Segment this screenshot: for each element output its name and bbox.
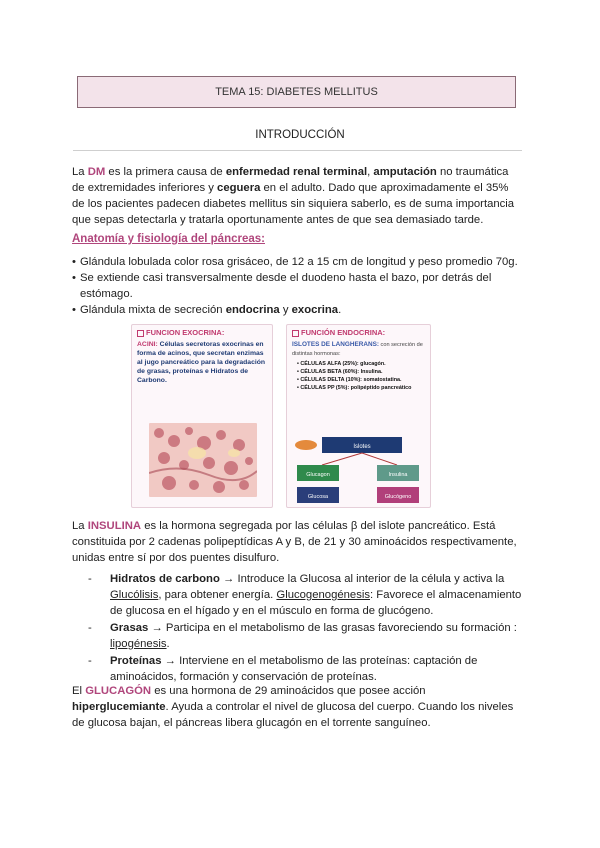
list-item: - Grasas → Participa en el metabolismo de las grasas favoreciendo su formación : lipogénesis. <box>88 620 528 652</box>
intro-paragraph: La DM es la primera causa de enfermedad renal terminal, amputación no traumática de extremidades inferiores y ceguera en el adulto. Dado que aproximadamente el 35% de los pacientes padecen diabetes mellitus sin siquiera saberlo, es de suma importancia que sepas detectarla y tratarla oportunamente antes de que sea demasiado tarde. <box>72 166 515 226</box>
checkbox-icon <box>137 330 144 337</box>
endocrine-heading: FUNCIÓN ENDOCRINA: <box>301 328 386 337</box>
insulina-term: INSULINA <box>87 520 142 532</box>
list-item: - Hidratos de carbono → Introduce la Glucosa al interior de la célula y activa la Glucólisis, para obtener energía. Glucogenogénesis: Favorece el almacenamiento de glucosa en el hígado y en el músculo en forma de glucógeno. <box>88 571 528 619</box>
diagram-bottom-right-label: Glucógeno <box>384 494 412 500</box>
dm-term: DM <box>87 166 106 178</box>
checkbox-icon <box>292 330 299 337</box>
list-item: • CÉLULAS ALFA (25%): glucagón. <box>297 360 430 368</box>
page-title: TEMA 15: DIABETES MELLITUS <box>215 86 378 98</box>
hormone-diagram <box>292 435 427 505</box>
pancreas-icon <box>295 440 317 450</box>
figure-exocrine <box>131 324 273 508</box>
diagram-mid-left-label: Glucagon <box>306 472 330 478</box>
exocrine-heading: FUNCION EXOCRINA: <box>146 328 225 337</box>
list-item: • CÉLULAS PP (5%): polipéptido pancreático <box>297 384 430 392</box>
hormone-list <box>297 360 430 392</box>
figure-endocrine: FUNCIÓN ENDOCRINA: ISLOTES DE LANGHERANS: con secreción de distintas hormonas: • CÉLULAS ALFA (25%): glucagón. • CÉLULAS BETA (60%): Insulina. • CÉLULAS DELTA (10%): somatostatina. • CÉLULAS PP (5%): polipéptido pancreático Islotes Glucagon Insulina Glucosa Glucógeno <box>286 324 431 508</box>
insulin-effects-list <box>88 571 528 686</box>
list-item: • CÉLULAS BETA (60%): Insulina. <box>297 368 430 376</box>
list-item: • Se extiende casi transversalmente desde el duodeno hasta el bazo, por detrás del estómago. <box>72 270 524 302</box>
title-box <box>77 76 516 108</box>
glucagon-term: GLUCAGÓN <box>85 685 152 697</box>
list-item: - Proteínas → Interviene en el metabolismo de las proteínas: captación de aminoácidos, formación y conservación de proteínas. <box>88 653 528 685</box>
insulina-paragraph: La INSULINA es la hormona segregada por las células β del islote pancreático. Está constituida por 2 cadenas polipeptídicas A y B, de 21 y 30 aminoácidos respectivamente, unidas entre sí por dos puentes disulfuro. <box>72 520 517 564</box>
list-item: • Glándula lobulada color rosa grisáceo, de 12 a 15 cm de longitud y peso promedio 70g. <box>72 254 524 270</box>
divider <box>73 150 522 151</box>
tissue-image <box>149 423 257 497</box>
intro-heading: INTRODUCCIÓN <box>255 129 345 141</box>
list-item: • Glándula mixta de secreción endocrina y exocrina. <box>72 302 524 318</box>
acini-description: ACINI: Células secretoras exocrinas en forma de acinos, que secretan enzimas al jugo pancreático para la degradación de grasas, proteínas e Hidratos de Carbono. <box>137 341 266 384</box>
anatomy-heading: Anatomía y fisiología del páncreas: <box>72 233 265 245</box>
diagram-bottom-left-label: Glucosa <box>307 494 329 500</box>
diagram-mid-right-label: Insulina <box>388 472 408 478</box>
anatomy-list <box>72 254 524 318</box>
list-item: • CÉLULAS DELTA (10%): somatostatina. <box>297 376 430 384</box>
glucagon-paragraph: El GLUCAGÓN es una hormona de 29 aminoácidos que posee acción hiperglucemiante. Ayuda a controlar el nivel de glucosa del cuerpo. Cuando los niveles de glucosa bajan, el páncreas libera glucagón en el torrente sanguíneo. <box>72 685 514 729</box>
diagram-top-label: Islotes <box>353 444 371 450</box>
